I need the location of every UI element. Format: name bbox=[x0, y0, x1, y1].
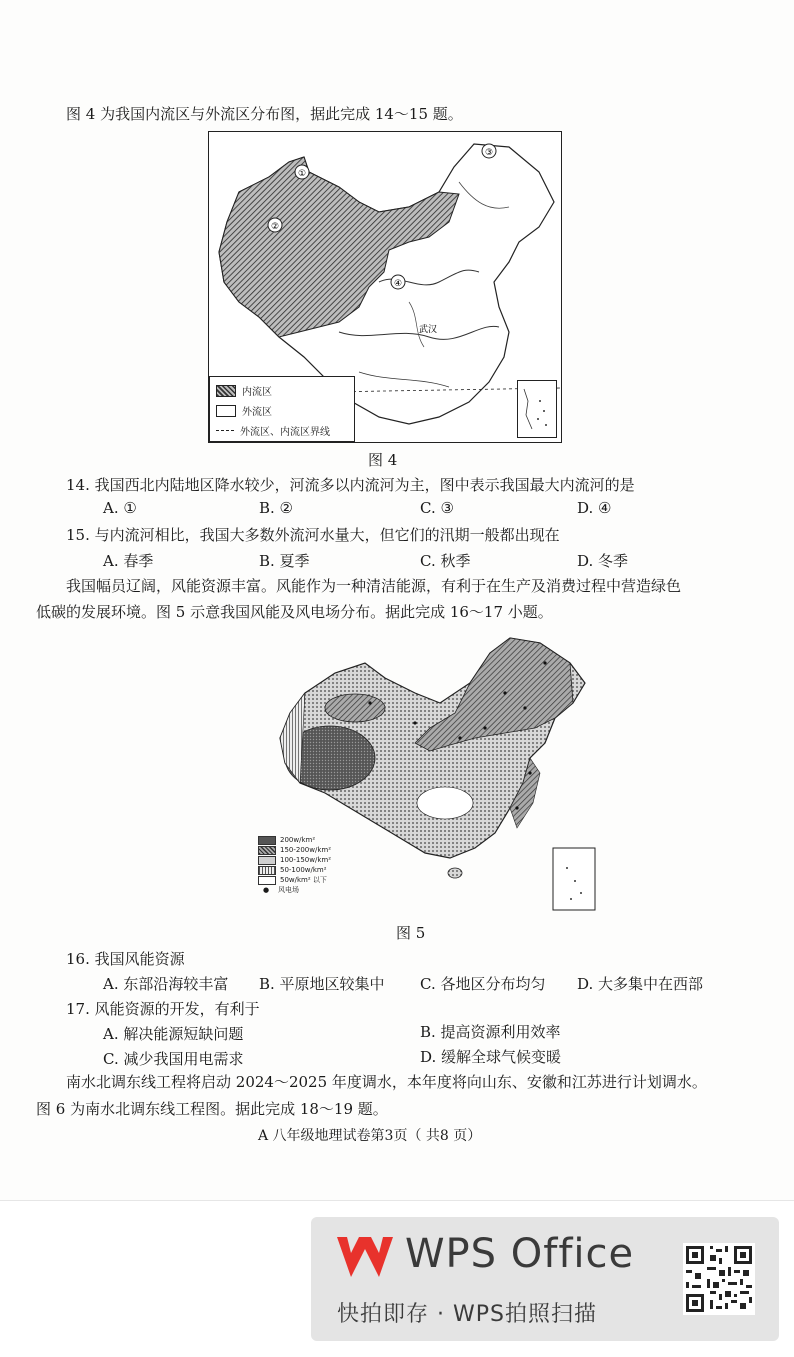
south-china-sea-inset bbox=[517, 380, 557, 438]
inset-drawing bbox=[518, 381, 556, 437]
q14-option-c: C. ③ bbox=[420, 499, 454, 517]
qr-code-icon[interactable] bbox=[683, 1243, 755, 1315]
legend-boundary bbox=[216, 423, 330, 438]
q16-option-c: C. 各地区分布均匀 bbox=[420, 975, 546, 993]
q17-option-a: A. 解决能源短缺问题 bbox=[103, 1025, 244, 1043]
wind-farm-dot-icon: ● bbox=[262, 886, 270, 894]
intro-fig6-line1: 南水北调东线工程将启动 2024～2025 年度调水，本年度将向山东、安徽和江苏进行计划调水。 bbox=[66, 1073, 707, 1091]
page-footer: A 八年级地理试卷第3页（ 共8 页） bbox=[258, 1128, 482, 1144]
q15-option-a: A. 春季 bbox=[103, 552, 154, 570]
marker-3: ③ bbox=[484, 148, 494, 158]
fig5-legend-swatch-1 bbox=[258, 836, 276, 845]
wps-brand-text: WPS Office bbox=[405, 1231, 635, 1277]
fig5-legend-row-3 bbox=[258, 855, 331, 865]
hainan-island bbox=[448, 868, 462, 878]
q17-option-b: B. 提高资源利用效率 bbox=[420, 1023, 561, 1041]
wps-logo-icon bbox=[335, 1231, 395, 1283]
wps-tagline: 快拍即存 · WPS拍照扫描 bbox=[337, 1302, 597, 1327]
legend-exterior-swatch bbox=[216, 405, 236, 417]
fig5-legend-label-5: 50w/km² 以下 bbox=[280, 876, 327, 884]
legend-boundary-swatch bbox=[216, 430, 234, 431]
fig5-inset bbox=[553, 848, 595, 910]
legend-interior bbox=[216, 383, 272, 398]
q16-option-a: A. 东部沿海较丰富 bbox=[103, 975, 229, 993]
intro-fig6-line2: 图 6 为南水北调东线工程图。据此完成 18～19 题。 bbox=[36, 1100, 388, 1118]
intro-fig5-line1: 我国幅员辽阔，风能资源丰富。风能作为一种清洁能源，有利于在生产及消费过程中营造绿色 bbox=[66, 577, 682, 595]
q17-option-d: D. 缓解全球气候变暖 bbox=[420, 1048, 562, 1066]
fig5-legend-label-6: 风电场 bbox=[278, 886, 299, 894]
legend-exterior bbox=[216, 403, 272, 418]
fig4-map bbox=[208, 131, 562, 443]
intro-fig5-line2: 低碳的发展环境。图 5 示意我国风能及风电场分布。据此完成 16～17 小题。 bbox=[36, 603, 553, 621]
fig5-caption: 图 5 bbox=[396, 924, 426, 942]
legend-boundary-label: 外流区、内流区界线 bbox=[240, 427, 330, 438]
fig5-legend-row-5 bbox=[258, 875, 331, 885]
label-wuhan: 武汉 bbox=[419, 325, 438, 335]
fig4-caption: 图 4 bbox=[368, 451, 398, 469]
fig5-legend-swatch-3 bbox=[258, 856, 276, 865]
q15-option-b: B. 夏季 bbox=[259, 552, 310, 570]
legend-interior-swatch bbox=[216, 385, 236, 397]
marker-4: ④ bbox=[393, 279, 403, 289]
q16-option-d: D. 大多集中在西部 bbox=[577, 975, 704, 993]
q14-option-d: D. ④ bbox=[577, 499, 612, 517]
fig5-legend-row-4 bbox=[258, 865, 331, 875]
fig5-legend-swatch-5 bbox=[258, 876, 276, 885]
fig5-legend-label-1: 200w/km² bbox=[280, 836, 316, 844]
fig5-legend bbox=[258, 835, 331, 895]
fig5-legend-row-6 bbox=[258, 885, 331, 895]
q14-option-b: B. ② bbox=[259, 499, 294, 517]
q15-option-d: D. 冬季 bbox=[577, 552, 629, 570]
fig5-legend-row-2 bbox=[258, 845, 331, 855]
q16-option-b: B. 平原地区较集中 bbox=[259, 975, 385, 993]
fig5-legend-label-2: 150-200w/km² bbox=[280, 846, 332, 854]
q16-stem: 16. 我国风能资源 bbox=[66, 950, 185, 968]
fig5-legend-swatch-2 bbox=[258, 846, 276, 855]
xinjiang-wind-zone bbox=[325, 694, 385, 722]
q15-stem: 15. 与内流河相比，我国大多数外流河水量大，但它们的汛期一般都出现在 bbox=[66, 526, 560, 544]
q17-stem: 17. 风能资源的开发，有利于 bbox=[66, 1000, 260, 1018]
fig5-legend-label-3: 100-150w/km² bbox=[280, 856, 332, 864]
fig5-legend-swatch-4 bbox=[258, 866, 276, 875]
q14-stem: 14. 我国西北内陆地区降水较少，河流多以内流河为主，图中表示我国最大内流河的是 bbox=[66, 476, 635, 494]
marker-1: ① bbox=[297, 169, 307, 179]
wps-office-banner bbox=[311, 1217, 779, 1341]
marker-2: ② bbox=[270, 222, 280, 232]
legend-exterior-label: 外流区 bbox=[242, 407, 272, 418]
legend-interior-label: 内流区 bbox=[242, 387, 272, 398]
q17-option-c: C. 减少我国用电需求 bbox=[103, 1050, 244, 1068]
north-wind-belt bbox=[415, 638, 573, 751]
fig5-legend-row-1 bbox=[258, 835, 331, 845]
intro-fig4: 图 4 为我国内流区与外流区分布图，据此完成 14～15 题。 bbox=[66, 105, 463, 123]
q15-option-c: C. 秋季 bbox=[420, 552, 471, 570]
q14-option-a: A. ① bbox=[103, 499, 137, 517]
sichuan-low-zone bbox=[417, 787, 473, 819]
fig4-legend bbox=[209, 376, 355, 442]
fig5-legend-label-4: 50-100w/km² bbox=[280, 866, 327, 874]
